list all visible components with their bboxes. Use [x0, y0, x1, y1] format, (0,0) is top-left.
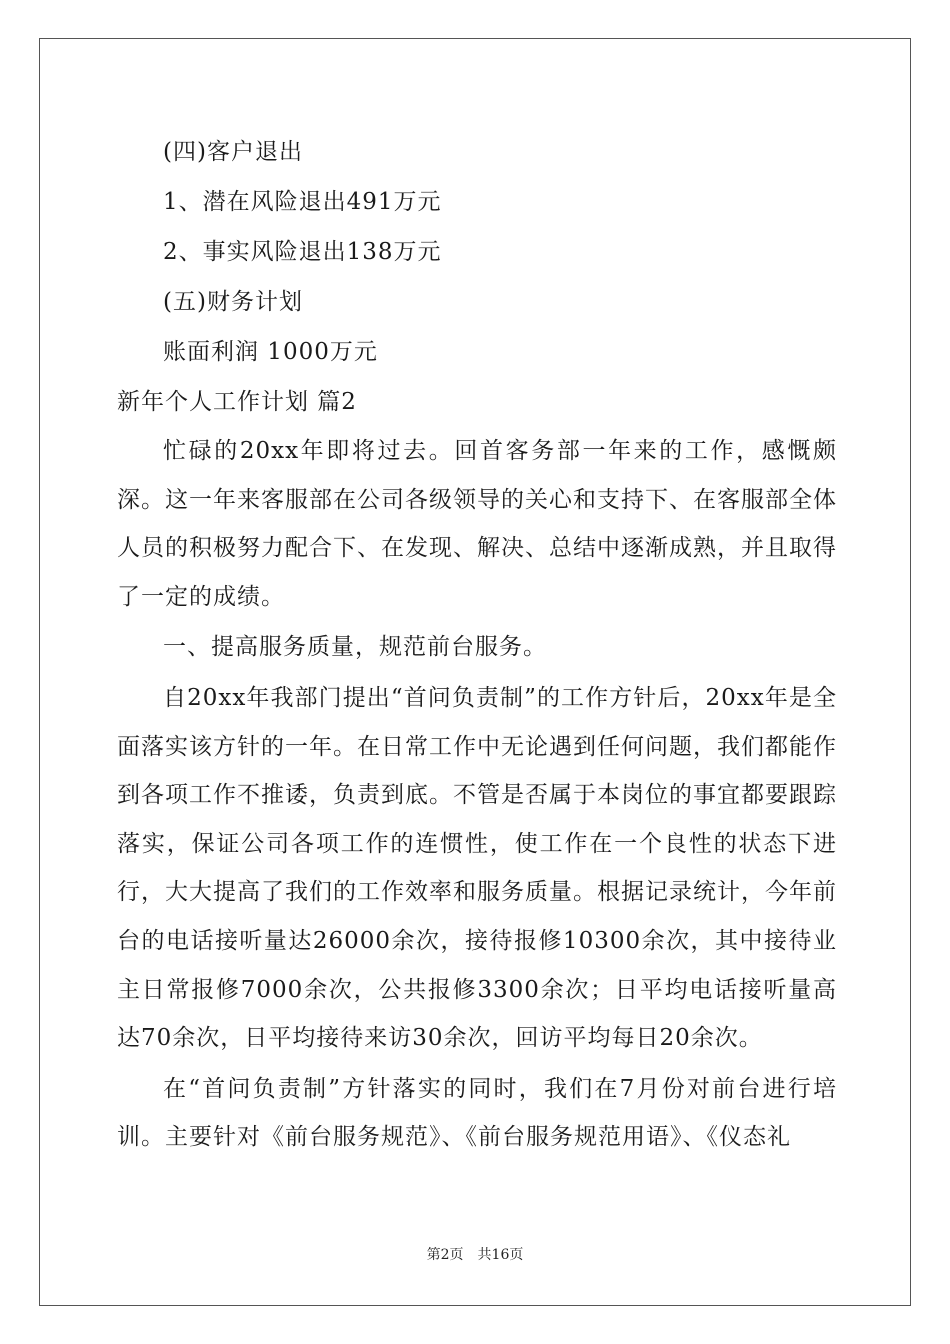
paragraph-first-ask: 自20xx年我部门提出“首问负责制”的工作方针后，20xx年是全面落实该方针的一年。在日常工作中无论遇到任何问题，我们都能作到各项工作不推诿，负责到底。不管是否属于本岗位的事宜都要跟踪落实，保证公司各项工作的连惯性，使工作在一个良性的状态下进行，大大提高了我们的工作效率和服务质量。根据记录统计，今年前台的电话接听量达26000余次，接待报修10300余次，其中接待业主日常报修7000余次，公共报修3300余次；日平均电话接听量高达70余次，日平均接待来访30余次，回访平均每日20余次。: [117, 684, 837, 1052]
item-book-profit: 账面利润 1000万元: [163, 339, 378, 365]
document-body: [117, 127, 837, 1162]
heading-financial-plan: (五)财务计划: [163, 289, 303, 315]
page-number: 第2页 共16页: [426, 1247, 524, 1263]
heading-customer-exit: (四)客户退出: [163, 139, 303, 165]
paragraph-training: 在“首问负责制”方针落实的同时，我们在7月份对前台进行培训。主要针对《前台服务规范》、《前台服务规范用语》、《仪态礼: [117, 1075, 837, 1151]
item-actual-risk: 2、事实风险退出138万元: [163, 239, 442, 265]
section-title: 新年个人工作计划 篇2: [117, 389, 357, 415]
paragraph-heading-service: 一、提高服务质量，规范前台服务。: [163, 634, 547, 661]
item-potential-risk: 1、潜在风险退出491万元: [163, 189, 442, 215]
paragraph-intro: 忙碌的20xx年即将过去。回首客务部一年来的工作，感慨颇深。这一年来客服部在公司各级领导的关心和支持下、在客服部全体人员的积极努力配合下、在发现、解决、总结中逐渐成熟，并且取得了一定的成绩。: [117, 438, 837, 610]
